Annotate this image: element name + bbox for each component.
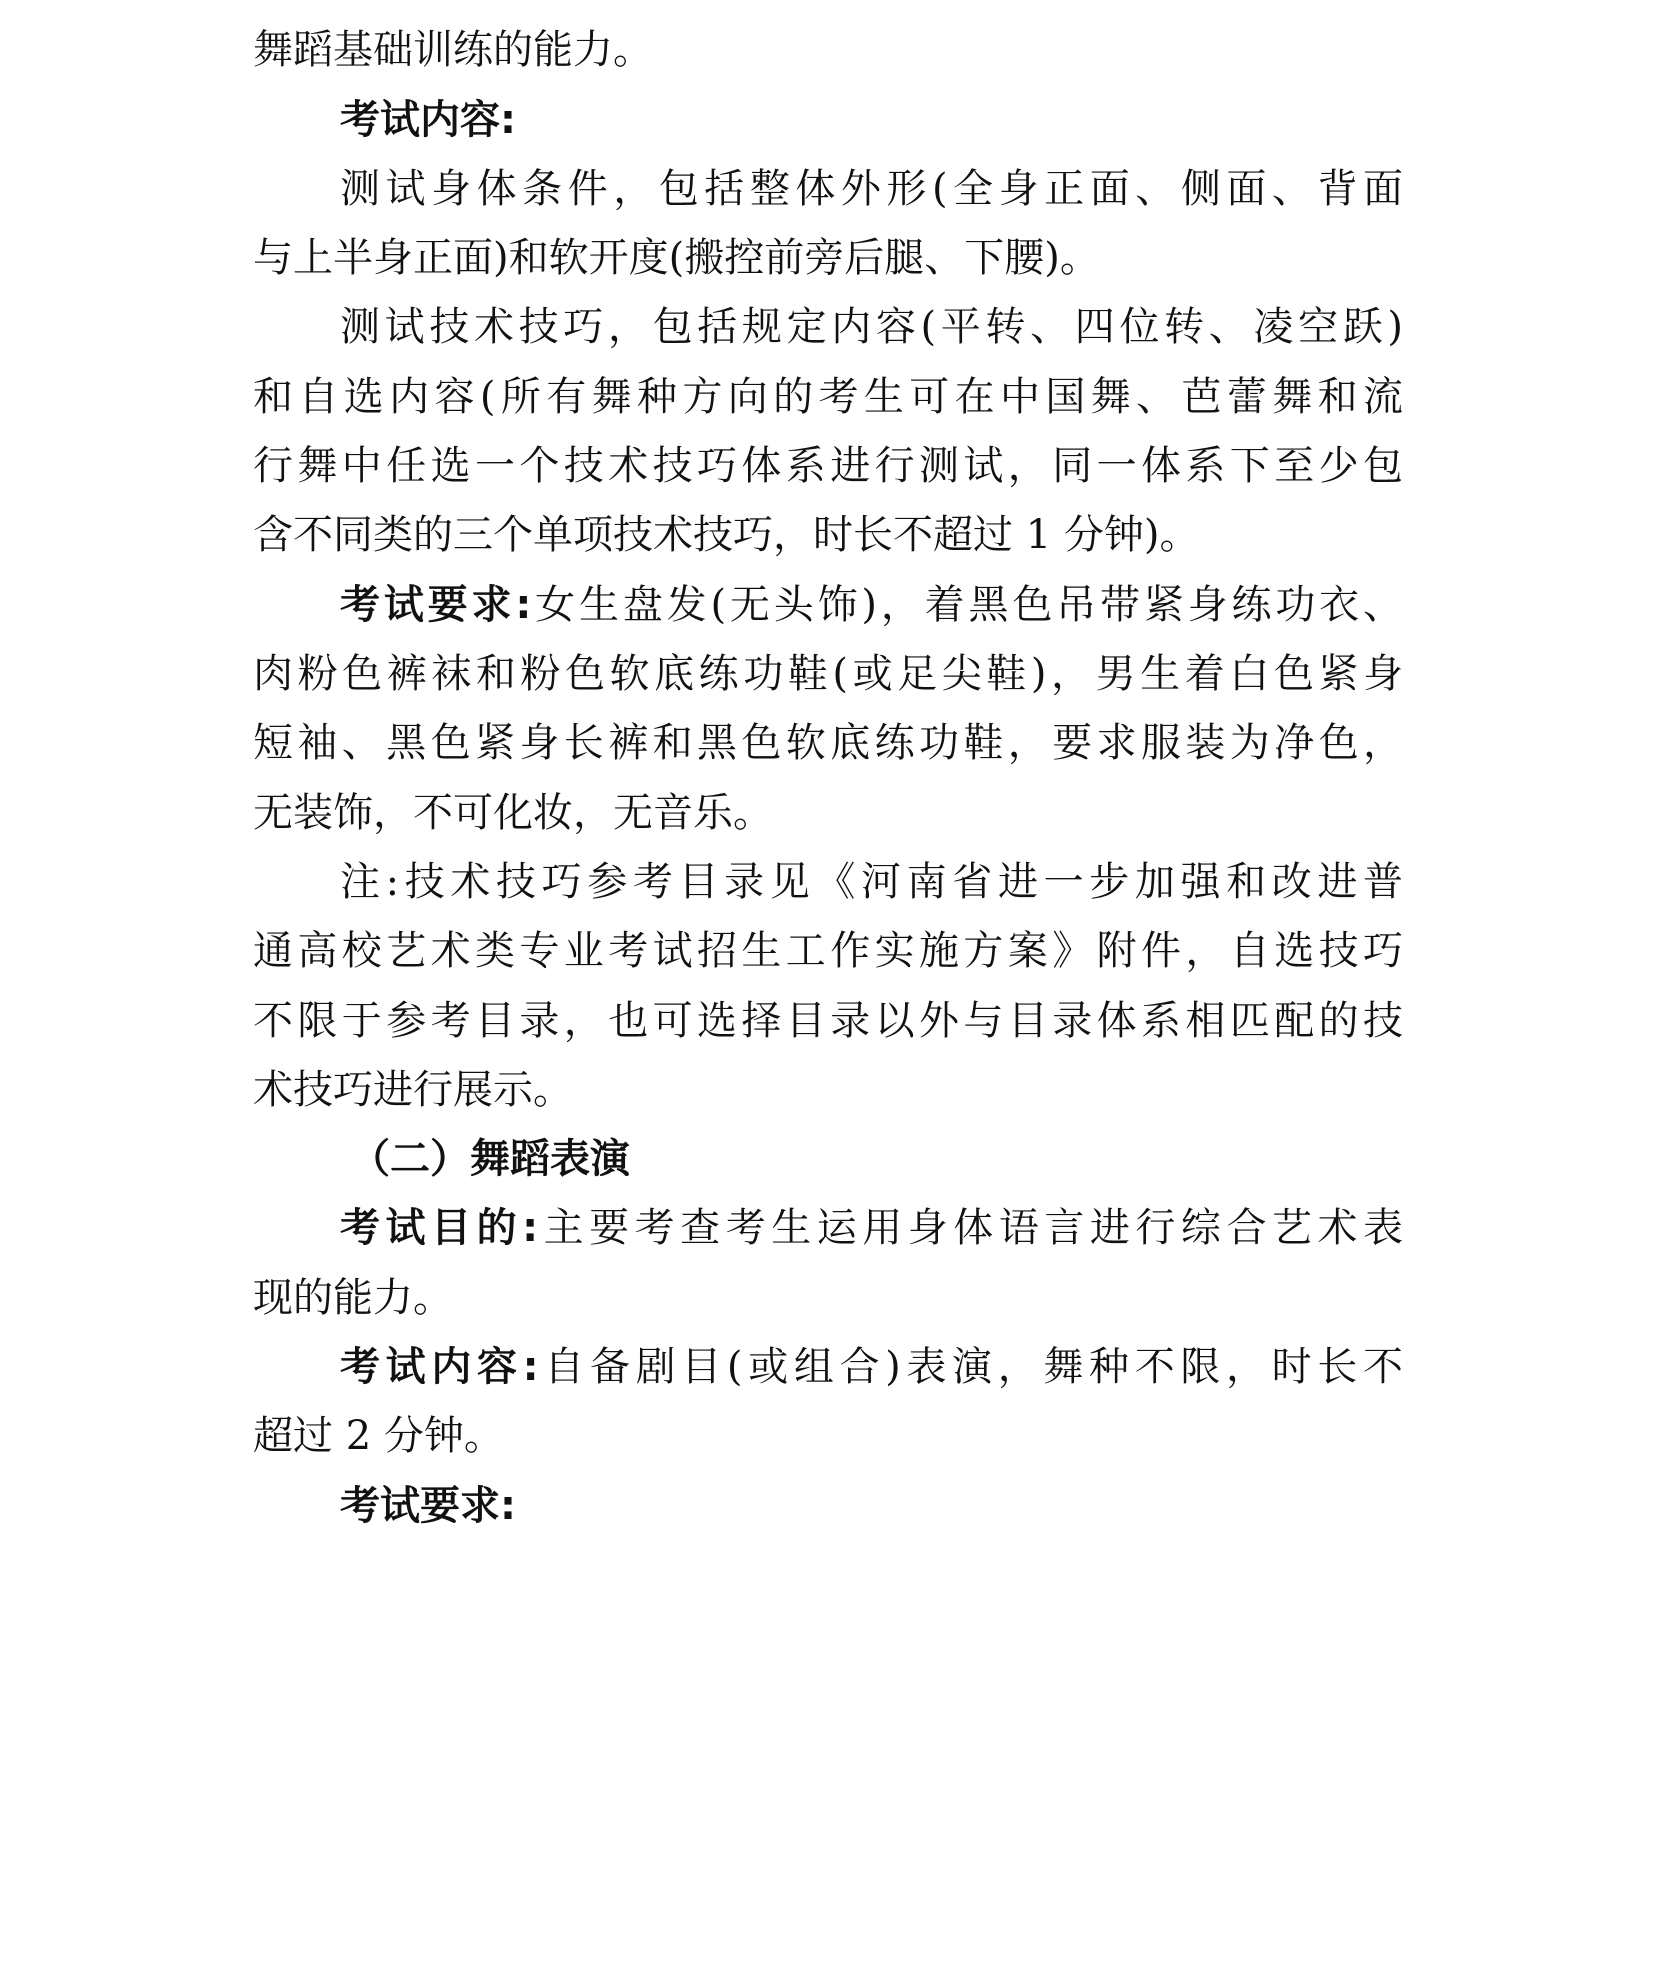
note-line: 注:技术技巧参考目录见《河南省进一步加强和改进普	[340, 859, 1403, 905]
line-text: 女生盘发(无头饰)，着黑色吊带紧身练功衣、	[531, 582, 1403, 628]
paragraph-line: 测试身体条件，包括整体外形(全身正面、侧面、背面	[340, 166, 1403, 212]
section-heading: （二）舞蹈表演	[350, 1136, 630, 1182]
line-text: 主要考查考生运用身体语言进行综合艺术表	[538, 1205, 1404, 1251]
paragraph-line: 超过 2 分钟。	[253, 1413, 504, 1459]
bold-label: 考试内容:	[340, 1344, 539, 1390]
paragraph-line: 通高校艺术类专业考试招生工作实施方案》附件，自选技巧	[253, 928, 1403, 974]
paragraph-line: 与上半身正面)和软开度(搬控前旁后腿、下腰)。	[253, 235, 1100, 281]
section-label-line	[340, 1478, 1403, 1534]
paragraph-line: 含不同类的三个单项技术技巧，时长不超过 1 分钟)。	[253, 512, 1200, 558]
section-label-line	[340, 92, 1403, 148]
paragraph-line: 短袖、黑色紧身长裤和黑色软底练功鞋，要求服装为净色，	[253, 720, 1403, 766]
paragraph-line: 不限于参考目录，也可选择目录以外与目录体系相匹配的技	[253, 998, 1403, 1044]
paragraph-line: 测试技术技巧，包括规定内容(平转、四位转、凌空跃)	[340, 304, 1403, 350]
bold-label: 考试要求:	[340, 1483, 516, 1529]
section-label-line	[340, 1200, 1403, 1256]
paragraph-line: 无装饰，不可化妆，无音乐。	[253, 790, 773, 836]
bold-label: 考试要求:	[340, 582, 532, 628]
line-text: 自备剧目(或组合)表演，舞种不限，时长不	[538, 1344, 1404, 1390]
section-label-line	[340, 577, 1403, 633]
bold-label: 考试目的:	[340, 1205, 539, 1251]
paragraph-line: 现的能力。	[253, 1275, 453, 1321]
section-label-line	[340, 1339, 1403, 1395]
paragraph-line: 肉粉色裤袜和粉色软底练功鞋(或足尖鞋)，男生着白色紧身	[253, 651, 1403, 697]
paragraph-line: 术技巧进行展示。	[253, 1067, 573, 1113]
paragraph-line: 舞蹈基础训练的能力。	[253, 27, 653, 73]
paragraph-line: 行舞中任选一个技术技巧体系进行测试，同一体系下至少包	[253, 443, 1403, 489]
paragraph-line: 和自选内容(所有舞种方向的考生可在中国舞、芭蕾舞和流	[253, 374, 1403, 420]
bold-label: 考试内容:	[340, 97, 516, 143]
